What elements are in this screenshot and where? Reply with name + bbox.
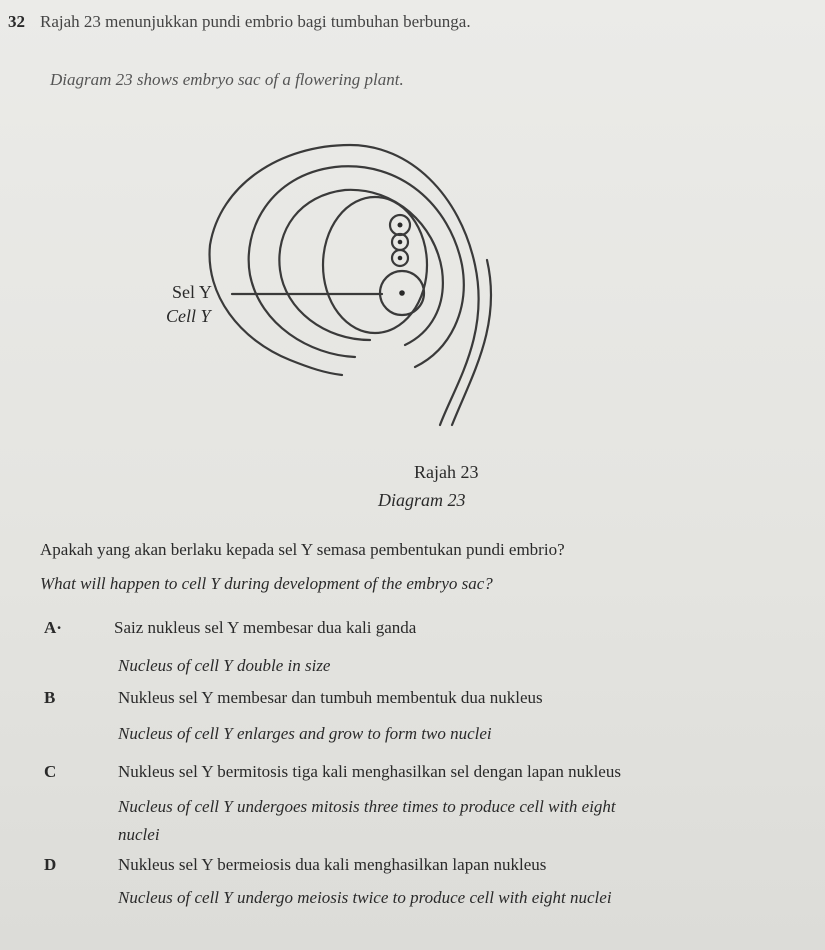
- option-b-malay: Nukleus sel Y membesar dan tumbuh membentuk dua nukleus: [118, 688, 543, 707]
- option-d-english: Nucleus of cell Y undergo meiosis twice to produce cell with eight nuclei: [118, 888, 612, 907]
- option-d-letter: D: [44, 855, 57, 874]
- option-b-english: Nucleus of cell Y enlarges and grow to form two nuclei: [118, 724, 492, 743]
- option-c-english-continued: nuclei: [118, 825, 160, 844]
- inner-integument: [279, 190, 443, 345]
- question-number: 32: [8, 12, 25, 31]
- cell-y-label-malay: Sel Y: [172, 282, 212, 302]
- option-a-letter: A·: [44, 618, 62, 637]
- middle-integument: [249, 166, 464, 367]
- option-a-malay: Saiz nukleus sel Y membesar dua kali ganda: [114, 618, 417, 637]
- option-c-malay: Nukleus sel Y bermitosis tiga kali menghasilkan sel dengan lapan nukleus: [118, 762, 621, 781]
- diagram-caption-english: Diagram 23: [378, 490, 466, 510]
- outer-integument-inner: [452, 260, 491, 425]
- option-c-english: Nucleus of cell Y undergoes mitosis three times to produce cell with eight: [118, 797, 616, 816]
- diagram-caption-malay: Rajah 23: [414, 462, 479, 482]
- question-stem-malay: Apakah yang akan berlaku kepada sel Y semasa pembentukan pundi embrio?: [40, 540, 565, 559]
- question-title-malay: Rajah 23 menunjukkan pundi embrio bagi tumbuhan berbunga.: [40, 12, 471, 31]
- option-c-letter: C: [44, 762, 57, 781]
- question-stem-english: What will happen to cell Y during development of the embryo sac?: [40, 574, 493, 593]
- outer-integument: [210, 145, 479, 425]
- question-title-english: Diagram 23 shows embryo sac of a flowering plant.: [50, 70, 404, 89]
- option-d-malay: Nukleus sel Y bermeiosis dua kali menghasilkan lapan nukleus: [118, 855, 547, 874]
- option-a-english: Nucleus of cell Y double in size: [118, 656, 331, 675]
- option-b-letter: B: [44, 688, 56, 707]
- cell-y-nucleus: [399, 290, 405, 296]
- cell-y-label-english: Cell Y: [166, 306, 211, 326]
